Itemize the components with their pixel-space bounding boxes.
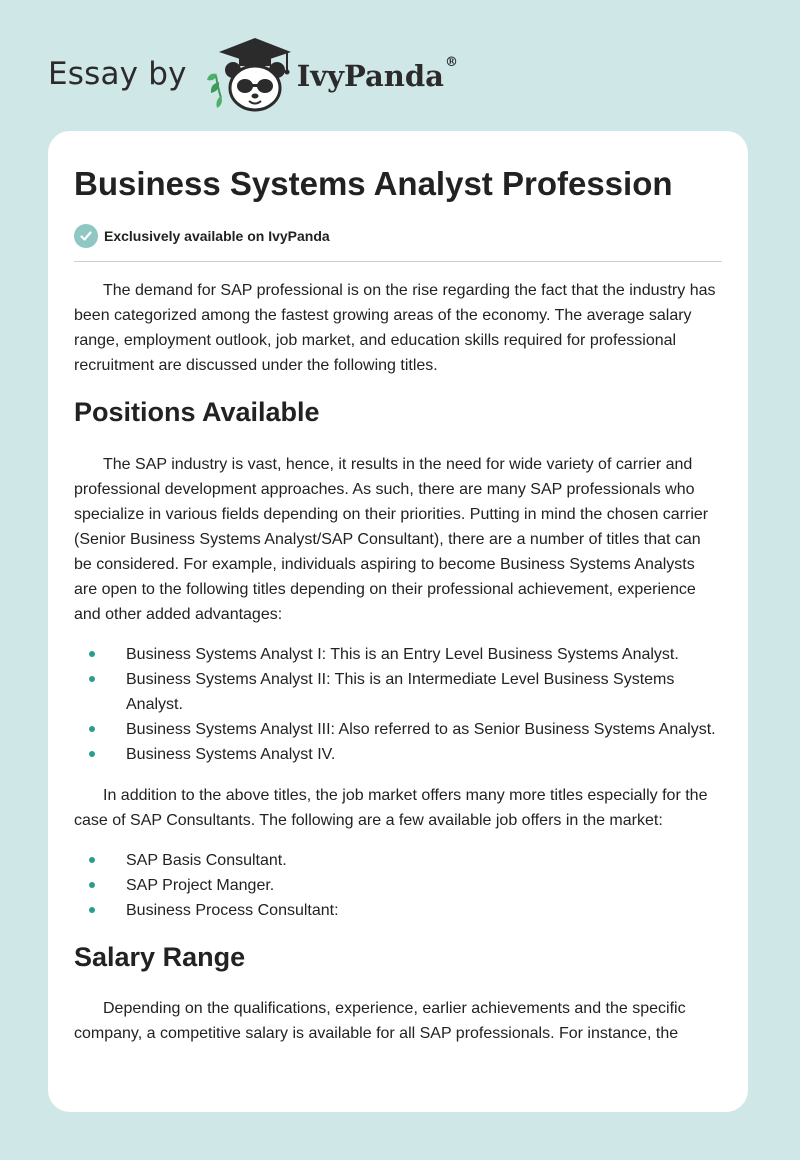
list-item: Business Systems Analyst I: This is an Entry Level Business Systems Analyst. <box>74 642 722 667</box>
bullet-icon <box>89 907 95 913</box>
exclusive-badge-label: Exclusively available on IvyPanda <box>104 228 330 244</box>
analyst-titles-list <box>74 642 722 767</box>
list-item: Business Process Consultant: <box>74 898 722 923</box>
divider <box>74 261 722 262</box>
consultant-titles-list <box>74 848 722 923</box>
bullet-icon <box>89 726 95 732</box>
bullet-icon <box>89 857 95 863</box>
bullet-icon <box>89 882 95 888</box>
brand-prefix: Essay by <box>48 56 187 92</box>
list-item: Business Systems Analyst IV. <box>74 742 722 767</box>
exclusive-badge <box>74 224 722 248</box>
job-market-paragraph: In addition to the above titles, the job market offers many more titles especially for the case of SAP Consultants. The following are a few available job offers in the market: <box>74 787 708 829</box>
bullet-icon <box>89 651 95 657</box>
section-heading-salary: Salary Range <box>74 942 246 972</box>
page-title: Business Systems Analyst Profession <box>74 165 673 202</box>
list-item: Business Systems Analyst III: Also referred to as Senior Business Systems Analyst. <box>74 717 722 742</box>
positions-paragraph: The SAP industry is vast, hence, it results in the need for wide variety of carrier and professional development approaches. As such, there are many SAP professionals who specialize in various fields depending on their priorities. Putting in mind the chosen carrier (Senior Business Systems Analyst/SAP Consultant), there are a number of titles that can be considered. For example, individuals aspiring to become Business Systems Analysts are open to the following titles depending on their professional achievement, experience and other added advantages: <box>74 456 709 623</box>
section-heading-positions: Positions Available <box>74 397 320 427</box>
check-icon <box>74 224 98 248</box>
registered-mark: ® <box>444 55 458 70</box>
salary-paragraph: Depending on the qualifications, experience, earlier achievements and the specific company, a competitive salary is available for all SAP professionals. For instance, the <box>74 1000 686 1042</box>
panda-logo-icon[interactable] <box>203 36 295 114</box>
site-header <box>48 34 458 114</box>
list-item: SAP Project Manger. <box>74 873 722 898</box>
intro-paragraph: The demand for SAP professional is on the rise regarding the fact that the industry has been categorized among the fastest growing areas of the economy. The average salary range, employment outlook, job market, and education skills required for professional recruitment are discussed under the following titles. <box>74 282 716 374</box>
list-item: Business Systems Analyst II: This is an Intermediate Level Business Systems Analyst. <box>74 667 722 717</box>
bullet-icon <box>89 751 95 757</box>
bullet-icon <box>89 676 95 682</box>
brand-name[interactable]: IvyPanda® <box>296 55 458 93</box>
essay-card <box>48 131 748 1112</box>
list-item: SAP Basis Consultant. <box>74 848 722 873</box>
